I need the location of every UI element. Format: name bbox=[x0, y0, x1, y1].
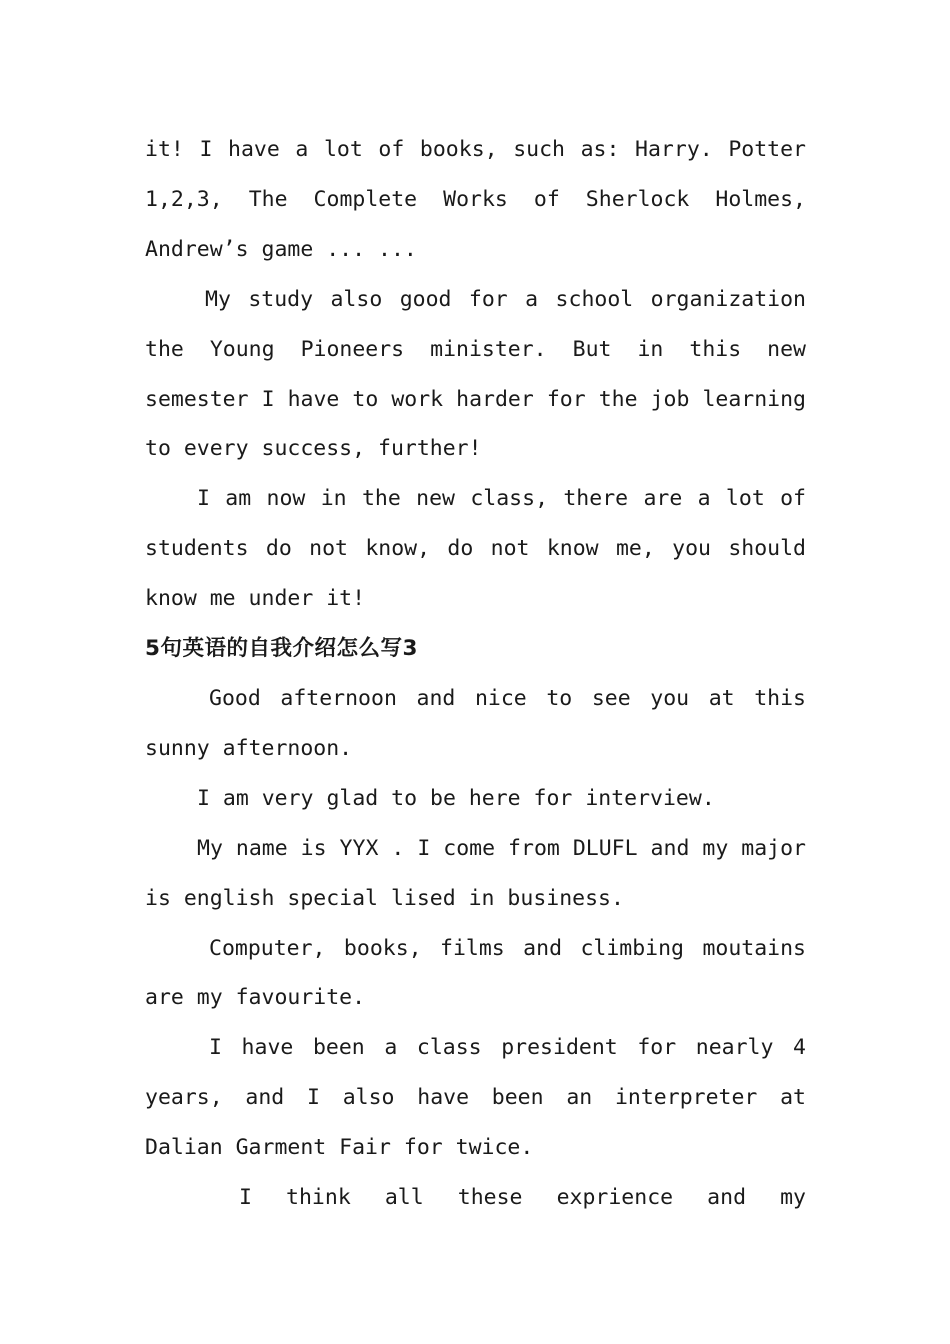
paragraph-conclusion: I think all these exprience and my bbox=[239, 1185, 806, 1211]
paragraph-hobbies: Computer, books, films and climbing moutains are my favourite. bbox=[145, 935, 806, 1011]
paragraph-books: it! I have a lot of books, such as: Harry. Potter 1,2,3, The Complete Works of Sherlock Holmes, Andrew’s game ... ... bbox=[145, 137, 806, 262]
paragraph-experience: I have been a class president for nearly 4 years, and I also have been an interpreter at Dalian Garment Fair for twice. bbox=[145, 1035, 806, 1161]
paragraph-study: My study also good for a school organization the Young Pioneers minister. But in this new semester I have to work harder for the job learning to every success, further! bbox=[145, 286, 806, 462]
section-heading: 5句英语的自我介绍怎么写3 bbox=[145, 636, 418, 662]
document-page bbox=[145, 125, 806, 1223]
paragraph-name: My name is YYX . I come from DLUFL and my major is english special lised in business. bbox=[145, 835, 806, 911]
paragraph-greeting: Good afternoon and nice to see you at this sunny afternoon. bbox=[145, 685, 806, 761]
paragraph-new-class: I am now in the new class, there are a lot of students do not know, do not know me, you should know me under it! bbox=[145, 486, 806, 612]
paragraph-interview: I am very glad to be here for interview. bbox=[197, 785, 715, 811]
